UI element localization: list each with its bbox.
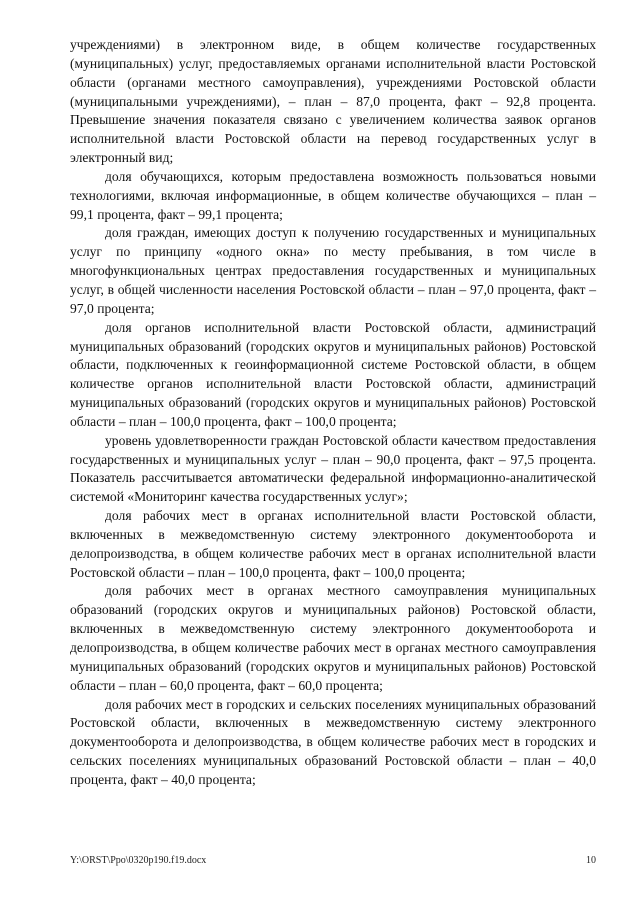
paragraph-students-share: доля обучающихся, которым предоставлена возможность пользоваться новыми технологиями, включая информационные, в общем количестве обучающихся – план – 99,1 процента, факт – 99,1 процента; (70, 168, 596, 222)
paragraph-municipal-workplaces: доля рабочих мест в органах местного самоуправления муниципальных образований (городских округов и муниципальных районов) Ростовской области, включенных в межведомственную систему электронного документооборота и делопроизводства, в общем количестве рабочих мест в органах местного самоуправления муниципальных образований (городских округов и муниципальных районов) Ростовской области – план – 60,0 процента, факт – 60,0 процента; (70, 583, 596, 693)
paragraph-one-window-access: доля граждан, имеющих доступ к получению государственных и муниципальных услуг по принципу «одного окна» по месту пребывания, в том числе в многофункциональных центрах предоставления государственных и муниципальных услуг, в общей численности населения Ростовской области – план – 97,0 процента, факт – 97,0 процента; (70, 225, 596, 316)
paragraph-satisfaction-level: уровень удовлетворенности граждан Ростовской области качеством предоставления государственных и муниципальных услуг – план – 90,0 процента, факт – 97,5 процента. Показатель рассчитывается автоматически федеральной информационно-аналитической системой «Мониторинг качества государственных услуг»; (70, 432, 596, 505)
page-footer (70, 855, 596, 867)
paragraph-continuation: учреждениями) в электронном виде, в общем количестве государственных (муниципальных) услуг, предоставляемых органами исполнительной власти Ростовской области (органами местного самоуправления), учреждениями Ростовской области (муниципальными учреждениями), – план – 87,0 процента, факт – 92,8 процента. Превышение значения показателя связано с увеличением количества заявок органов исполнительной власти Ростовской области на перевод государственных услуг в электронный вид; (70, 37, 596, 166)
page-number: 10 (586, 855, 596, 866)
footer-file-path: Y:\ORST\Ppo\0320p190.f19.docx (70, 855, 207, 866)
paragraph-executive-workplaces: доля рабочих мест в органах исполнительной власти Ростовской области, включенных в межведомственную систему электронного документооборота и делопроизводства, в общем количестве рабочих мест в органах исполнительной власти Ростовской области – план – 100,0 процента, факт – 100,0 процента; (70, 508, 596, 580)
paragraph-geoinformation-system: доля органов исполнительной власти Ростовской области, администраций муниципальных образований (городских округов и муниципальных районов) Ростовской области, подключенных к геоинформационной системе Ростовской области, в общем количестве органов исполнительной власти Ростовской области, администраций муниципальных образований (городских округов и муниципальных районов) Ростовской области – план – 100,0 процента, факт – 100,0 процента; (70, 319, 596, 429)
document-body (70, 36, 596, 790)
paragraph-settlement-workplaces: доля рабочих мест в городских и сельских поселениях муниципальных образований Ростовской области, включенных в межведомственную систему электронного документооборота и делопроизводства, в общем количестве рабочих мест в городских и сельских поселениях муниципальных образований Ростовской области – план – 40,0 процента, факт – 40,0 процента; (70, 696, 596, 787)
